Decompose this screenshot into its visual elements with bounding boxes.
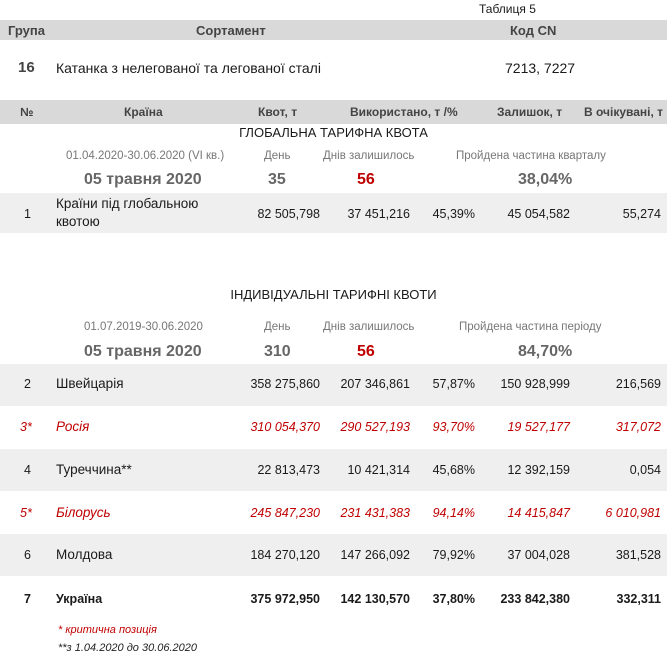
row-used: 10 421,314 [347,463,410,477]
row-no: 7 [24,592,31,606]
row-pending: 0,054 [629,463,661,477]
individual-days-left: 56 [357,343,375,360]
row-remaining: 37 004,028 [507,548,570,562]
global-passed: 38,04% [518,171,573,188]
row-country: Україна [56,592,103,606]
row-pending: 6 010,981 [605,506,661,520]
product-group: 16 [18,59,35,76]
row-pct: 57,87% [432,377,475,391]
row-country: Швейцарія [56,376,124,391]
row-used: 207 346,861 [340,377,410,391]
top-header-band [0,20,667,40]
row-quota: 310 054,370 [250,420,320,434]
header-cn-code: Код CN [510,23,557,38]
row-country-line2: квотою [56,214,100,229]
global-period: 01.04.2020-30.06.2020 (VI кв.) [66,150,225,162]
row-pending: 216,569 [615,377,661,391]
row-pct: 94,14% [432,506,475,520]
row-quota: 82 505,798 [257,207,320,221]
global-days-left-label: Днів залишилось [323,150,415,162]
row-country: Білорусь [56,505,111,520]
row-pct: 79,92% [432,548,475,562]
row-remaining: 45 054,582 [507,207,570,221]
individual-period: 01.07.2019-30.06.2020 [84,321,203,333]
individual-date: 05 травня 2020 [84,343,202,360]
global-passed-label: Пройдена частина кварталу [456,150,606,162]
row-country-line1: Країни під глобальною [56,196,199,211]
row-used: 290 527,193 [340,420,410,434]
col-quota: Квот, т [258,105,298,119]
row-no: 6 [24,548,31,562]
row-quota: 358 275,860 [250,377,320,391]
row-country: Молдова [56,547,113,562]
row-pending: 381,528 [615,548,661,562]
row-used: 231 431,383 [340,506,410,520]
individual-passed: 84,70% [518,343,573,360]
table-label: Таблиця 5 [479,2,536,16]
global-days-left: 56 [357,171,375,188]
global-day: 35 [268,171,286,188]
row-remaining: 19 527,177 [507,420,570,434]
row-country: Туреччина** [56,462,132,477]
row-quota: 184 270,120 [250,548,320,562]
individual-title: ІНДИВІДУАЛЬНІ ТАРИФНІ КВОТИ [230,287,437,302]
row-quota: 22 813,473 [257,463,320,477]
row-no: 2 [24,377,31,391]
col-no: № [20,105,34,119]
row-pending: 332,311 [616,592,661,606]
row-remaining: 233 842,380 [500,592,570,606]
row-no: 1 [24,207,31,221]
global-date: 05 травня 2020 [84,171,202,188]
col-country: Країна [124,105,163,119]
row-no: 4 [24,463,31,477]
global-title: ГЛОБАЛЬНА ТАРИФНА КВОТА [239,125,428,140]
individual-passed-label: Пройдена частина періоду [459,321,602,333]
row-pending: 317,072 [615,420,661,434]
row-no: 3* [20,420,32,434]
row-pct: 93,70% [432,420,475,434]
row-remaining: 12 392,159 [507,463,570,477]
row-country: Росія [56,419,90,434]
global-day-label: День [264,150,291,162]
row-pct: 45,68% [432,463,475,477]
product-name: Катанка з нелегованої та легованої сталі [56,60,321,76]
product-cn: 7213, 7227 [505,60,576,76]
note-critical: * критична позиція [58,624,157,636]
row-remaining: 14 415,847 [507,506,570,520]
row-used: 37 451,216 [347,207,410,221]
row-used: 147 266,092 [340,548,410,562]
individual-days-left-label: Днів залишилось [323,321,415,333]
col-pending: В очікувані, т [584,105,664,119]
header-group: Група [8,23,45,38]
row-quota: 245 847,230 [250,506,320,520]
row-quota: 375 972,950 [250,592,320,606]
individual-day-label: День [264,321,291,333]
row-remaining: 150 928,999 [500,377,570,391]
row-pct: 45,39% [432,207,475,221]
row-no: 5* [20,506,32,520]
col-remaining: Залишок, т [497,105,563,119]
columns-header-band [0,100,667,124]
row-pending: 55,274 [622,207,661,221]
header-assortment: Сортамент [196,23,266,38]
note-period: **з 1.04.2020 до 30.06.2020 [58,642,198,654]
row-used: 142 130,570 [340,592,410,606]
row-pct: 37,80% [432,592,475,606]
individual-day: 310 [264,343,291,360]
col-used: Використано, т /% [350,105,458,119]
